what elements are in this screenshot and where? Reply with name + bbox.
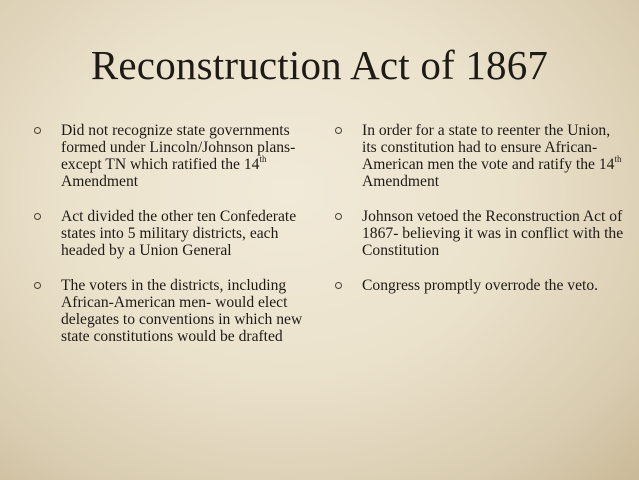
bullet-item: [335, 208, 625, 259]
right-column: [335, 122, 625, 312]
ordinal-suffix: th: [614, 153, 622, 164]
circle-bullet-icon: [335, 213, 342, 220]
bullet-text: In order for a state to reenter the Union, its constitution had to ensure African-American men the vote and ratify the 14: [362, 122, 615, 173]
bullet-item: [34, 208, 324, 259]
ordinal-suffix: th: [259, 153, 267, 164]
bullet-item: [335, 122, 625, 190]
left-column: [34, 122, 324, 363]
bullet-text: Congress promptly overrode the veto.: [362, 277, 599, 294]
bullet-text: Act divided the other ten Confederate states into 5 military districts, each headed by a Union General: [61, 208, 297, 259]
circle-bullet-icon: [34, 213, 41, 220]
circle-bullet-icon: [335, 282, 342, 289]
circle-bullet-icon: [335, 127, 342, 134]
circle-bullet-icon: [34, 282, 41, 289]
circle-bullet-icon: [34, 127, 41, 134]
bullet-text: Johnson vetoed the Reconstruction Act of 1867- believing it was in conflict with the Constitution: [362, 208, 624, 259]
slide-title: Reconstruction Act of 1867: [90, 42, 549, 88]
bullet-item: [34, 122, 324, 190]
bullet-text-tail: Amendment: [61, 173, 139, 190]
bullet-text-tail: Amendment: [362, 173, 440, 190]
bullet-text: The voters in the districts, including African-American men- would elect delegates to conventions in which new state constitutions would be drafted: [61, 277, 303, 345]
bullet-item: [34, 277, 324, 345]
bullet-item: [335, 277, 625, 294]
bullet-text: Did not recognize state governments formed under Lincoln/Johnson plans- except TN which ratified the 14: [61, 122, 296, 173]
